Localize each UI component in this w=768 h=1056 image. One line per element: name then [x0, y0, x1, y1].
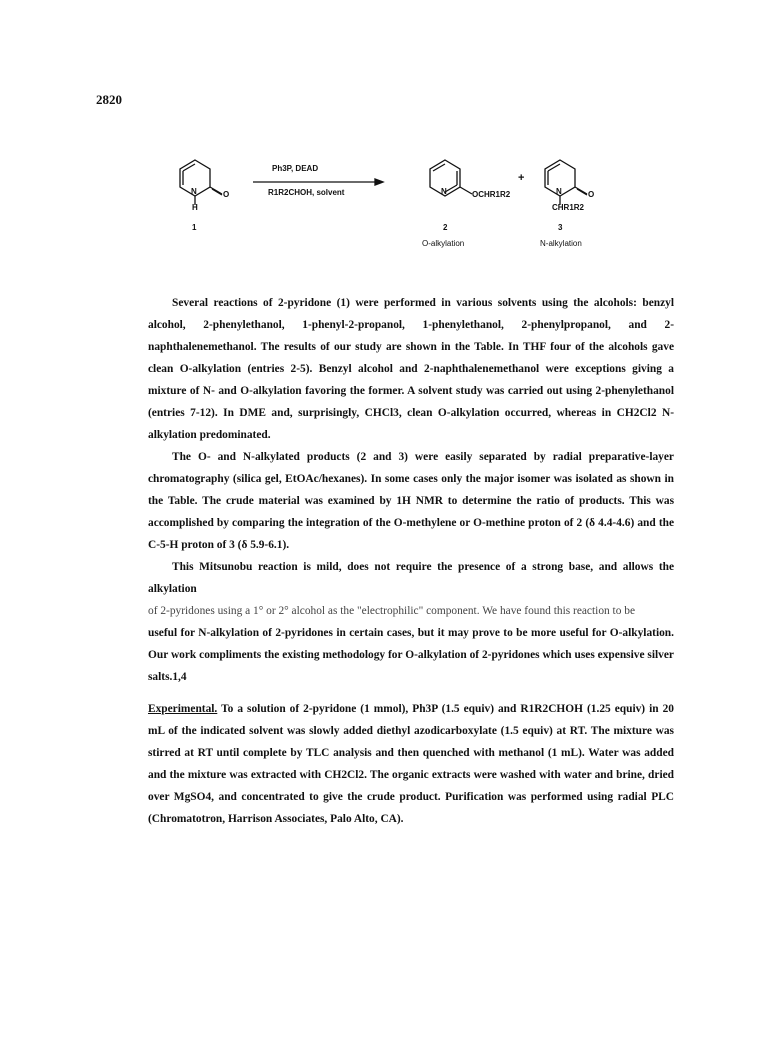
atom-h-1: H: [192, 203, 198, 212]
compound-number-3: 3: [558, 223, 563, 232]
atom-n-1: N: [191, 187, 197, 196]
reaction-scheme: [150, 150, 630, 285]
reagent-top: Ph3P, DEAD: [272, 164, 319, 173]
substituent-2: OCHR1R2: [472, 190, 511, 199]
experimental-section: [148, 698, 674, 830]
page-number: 2820: [96, 92, 122, 107]
label-n-alkylation: N-alkylation: [540, 239, 582, 248]
scheme-drawing: [150, 150, 630, 285]
reagent-bottom: R1R2CHOH, solvent: [268, 188, 345, 197]
experimental-text: To a solution of 2-pyridone (1 mmol), Ph3P (1.5 equiv) and R1R2CHOH (1.25 equiv) in 20 mL of the indicated solvent was slowly added diethyl azodicarboxylate (1.5 equiv) at RT. The mixture was stirred at RT until complete by TLC analysis and then quenched with methanol (1 mL). Water was added and the mixture was extracted with CH2Cl2. The organic extracts were washed with water and brine, dried over MgSO4, and concentrated to give the crude product. Purification was performed using radial PLC (Chromatotron, Harrison Associates, Palo Alto, CA).: [148, 703, 674, 825]
atom-n-2: N: [441, 187, 447, 196]
compound-number-1: 1: [192, 223, 197, 232]
paragraph-3a: This Mitsunobu reaction is mild, does not require the presence of a strong base, and allows the alkylation: [148, 561, 674, 595]
compound-number-2: 2: [443, 223, 448, 232]
paragraph-2: The O- and N-alkylated products (2 and 3) were easily separated by radial preparative-layer chromatography (silica gel, EtOAc/hexanes). In some cases only the major isomer was isolated as shown in the Table. The crude material was examined by 1H NMR to determine the ratio of products. This was accomplished by comparing the integration of the O-methylene or O-methine proton of 2 (δ 4.4-4.6) and the C-5-H proton of 3 (δ 5.9-6.1).: [148, 451, 674, 551]
paragraph-3c: useful for N-alkylation of 2-pyridones in certain cases, but it may prove to be more useful for O-alkylation. Our work compliments the existing methodology for O-alkylation of 2-pyridones which uses expensive silver salts.1,4: [148, 627, 674, 683]
experimental-heading: Experimental.: [148, 703, 218, 715]
paragraph-1: Several reactions of 2-pyridone (1) were performed in various solvents using the alcohols: benzyl alcohol, 2-phenylethanol, 1-phenyl-2-propanol, 1-phenylethanol, 2-phenylpropanol, and 2-naphthalenemethanol. The results of our study are shown in the Table. In THF four of the alcohols gave clean O-alkylation (entries 2-5). Benzyl alcohol and 2-naphthalenemethanol were exceptions giving a mixture of N- and O-alkylation favoring the former. A solvent study was carried out using 2-phenylethanol (entries 7-12). In DME and, surprisingly, CHCl3, clean O-alkylation occurred, whereas in CH2Cl2 N-alkylation predominated.: [148, 297, 674, 441]
atom-o-1: O: [223, 190, 230, 199]
experimental-paragraph: [148, 698, 674, 830]
atom-n-3: N: [556, 187, 562, 196]
results-discussion: [148, 292, 674, 688]
plus-sign: +: [518, 172, 525, 184]
atom-o-3: O: [588, 190, 595, 199]
paragraph-3b: of 2-pyridones using a 1° or 2° alcohol as the "electrophilic" component. We have found this reaction to be: [148, 605, 636, 617]
substituent-3: CHR1R2: [552, 203, 585, 212]
label-o-alkylation: O-alkylation: [422, 239, 465, 248]
